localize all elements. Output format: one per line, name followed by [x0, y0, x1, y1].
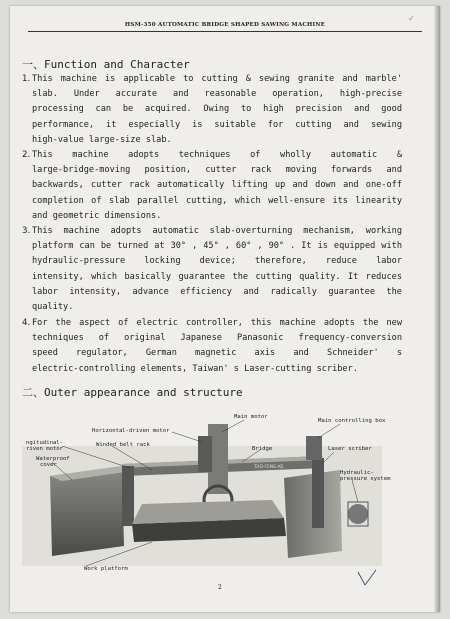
item-line: large-bridge-moving position, cutter rack moving forwards and [32, 165, 402, 176]
page-header: HSM-350 AUTOMATIC BRIDGE SHAPED SAWING MACHINE [124, 22, 326, 28]
item-line: labor intensity, advance efficiency and radically guarantee the [32, 286, 402, 297]
item-line: For the aspect of electric controller, this machine adopts the new [32, 318, 402, 328]
pen-checkmark [356, 568, 378, 588]
hydraulic-unit [348, 504, 368, 524]
item-line: techniques of original Japanese Panasonic frequency-conversion [32, 333, 402, 344]
label-main-motor: Main motor [234, 414, 268, 420]
page-edge-shadow [434, 6, 440, 612]
list-item-3 [22, 224, 402, 315]
label-horizontal-driven-motor: Horizontal-driven motor [92, 428, 170, 434]
label-winded-belt-rack: Winded belt rack [96, 442, 150, 448]
ink-mark: ✓ [408, 14, 415, 23]
item-line: This machine adopts automatic slab-overturning mechanism, working [32, 226, 402, 236]
bridge-leg-right [312, 458, 324, 528]
document-page [10, 6, 440, 612]
section-2-number: 二、 [22, 386, 44, 399]
section-1-title [22, 56, 190, 72]
label-waterproof-cover-1: Waterproof [36, 456, 70, 462]
item-line: slab. Under accurate and reasonable operation, high-precise [32, 89, 402, 100]
label-longitudinal-motor-2: riven motor [26, 446, 64, 452]
machine-photo [22, 406, 382, 586]
label-waterproof-cover-2: cover [40, 462, 57, 468]
list-item-4 [22, 316, 402, 377]
page-number: 2 [218, 584, 222, 591]
section-2-title-text: Outer appearance and structure [44, 386, 243, 399]
item-line: and geometric dimensions. [32, 210, 162, 221]
item-line: This machine adopts techniques of wholly automatic & [32, 150, 402, 160]
item-line: backwards, cutter rack automatically lifting up and down and one-off [32, 180, 402, 191]
label-work-platform: Work platform [84, 566, 128, 572]
bridge-brand-text: TAD·FENG·KE [254, 465, 284, 470]
item-line: hydraulic-pressure locking device; therefore, reduce labor [32, 256, 402, 267]
header-rule [28, 31, 422, 32]
item-line: electric-controlling elements, Taiwan' s Laser-cutting scriber. [32, 363, 358, 374]
label-bridge: Bridge [252, 446, 273, 452]
label-main-controlling-box: Main controlling box [318, 418, 386, 424]
list-item-number: 1. [22, 74, 31, 84]
label-hydraulic-system-1: Hydraulic- [340, 470, 374, 476]
list-item-1 [22, 72, 402, 148]
control-box [306, 436, 322, 460]
bridge-leg-left [122, 466, 134, 526]
item-line: performance, it especially is suitable for cutting and sewing [32, 119, 402, 130]
list-item-number: 3. [22, 226, 31, 236]
item-line: quality. [32, 302, 74, 313]
item-line: high-value large-size slab. [32, 134, 172, 145]
section-1-title-text: Function and Character [44, 58, 190, 71]
list-item-2 [22, 148, 402, 224]
section-2-title [22, 384, 243, 400]
label-hydraulic-system-2: pressure system [340, 476, 391, 482]
list-item-number: 4. [22, 318, 31, 328]
item-line: intensity, which basically guarantee the cutting quality. It reduces [32, 271, 402, 282]
label-laser-scriber: Laser scriber [328, 446, 372, 452]
label-longitudinal-motor-1: ngitudinal- [26, 440, 64, 446]
list-item-number: 2. [22, 150, 31, 160]
item-line: platform can be turned at 30° , 45° , 60° , 90° . It is equipped with [32, 241, 402, 252]
item-line: speed regulator, German magnetic axis and Schneider' s [32, 348, 402, 359]
item-line: completion of slab parallel cutting, which well-ensure its linearity [32, 195, 402, 206]
item-line: This machine is applicable to cutting & sewing granite and marble' [32, 74, 402, 84]
machine-figure [22, 406, 391, 586]
item-line: processing can be acquired. Owing to high precision and good [32, 104, 402, 115]
section-1-number: 一、 [22, 58, 44, 71]
